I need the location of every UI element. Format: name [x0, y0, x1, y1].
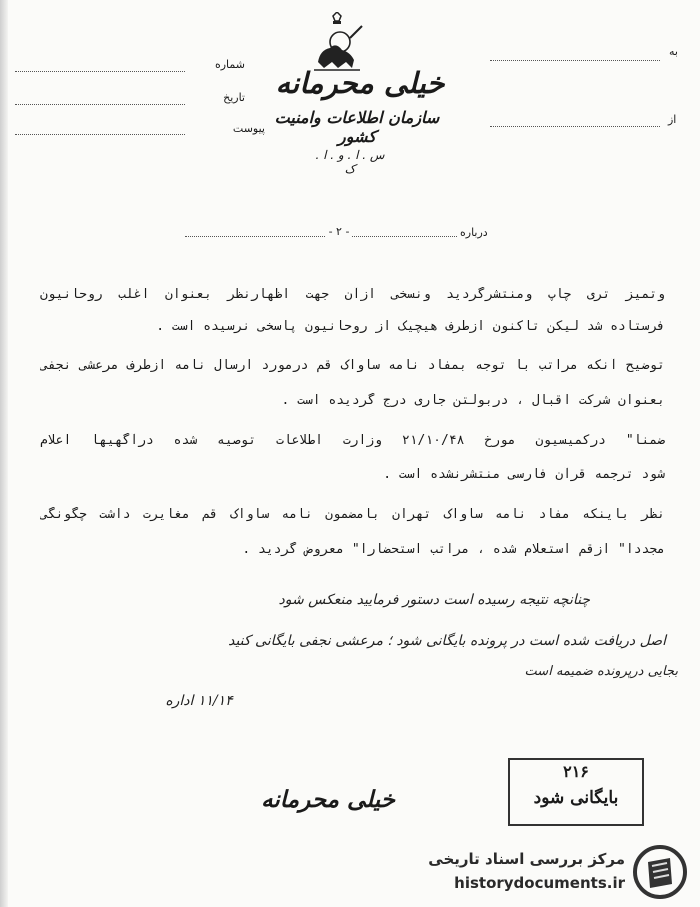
number-label: شماره	[214, 58, 245, 71]
from-label: از	[668, 113, 677, 126]
body-line-6: شود ترجمه قرآن فارسی منتشرنشده است .	[383, 467, 665, 482]
date-dotted-line	[15, 104, 185, 105]
attachment-dotted-line	[15, 134, 185, 135]
subject-dotted-line-left	[185, 236, 325, 237]
watermark	[420, 840, 695, 902]
handwritten-date: ۱۱/۱۴ اداره	[165, 693, 233, 709]
stamp-label: بایگانی شود	[533, 788, 619, 808]
to-label: به	[669, 45, 678, 58]
body-line-1: وتمیز تری چاپ ومنتشرگردید ونسخی ازآن جهت اظهارنظر بعنوان اغلب روحانیون	[40, 287, 665, 302]
classification-footer: خیلی محرمانه	[261, 786, 395, 813]
subject-label: درباره	[460, 226, 488, 239]
page-number: - ۲ -	[328, 225, 350, 238]
body-line-7: نظر باینکه مفاد نامه ساواک تهران بامضمون نامه ساواک قم مغایرت داشت چگونگی	[40, 507, 665, 522]
body-line-8: مجددا" ازقم استعلام شده ، مراتب استحضارا" معروض گردید .	[242, 542, 665, 557]
to-dotted-line	[490, 60, 660, 61]
date-label: تاریخ	[223, 91, 245, 104]
organization-name: سازمان اطلاعات وامنیت کشور	[274, 108, 440, 146]
lion-and-sun-emblem-icon	[306, 12, 368, 74]
reference-code: س . ا . و . ا . ک	[315, 148, 385, 176]
archive-stamp	[508, 758, 644, 826]
body-line-4: بعنوان شرکت اقبال ، دربولتن جاری درج گردیده است .	[281, 393, 665, 408]
attachment-label: پیوست	[232, 122, 265, 135]
scan-edge	[0, 0, 8, 907]
body-line-5: ضمنا" درکمیسیون مورخ ۲۱/۱۰/۴۸ وزارت اطلاعات توصیه شده درآگهیها اعلام	[40, 433, 665, 448]
handwritten-note: چنانچه نتیجه رسیده است دستور فرمایید منعکس شود	[278, 592, 590, 608]
number-dotted-line	[15, 71, 185, 72]
stamp-number: ۲۱۶	[563, 762, 589, 781]
watermark-title: مرکز بررسی اسناد تاریخی	[428, 850, 625, 868]
handwritten-note: بجایی درپرونده ضمیمه است	[524, 664, 678, 679]
body-line-2: فرستاده شد لیکن تاکنون ازطرف هیچیک از روحانیون پاسخی نرسیده است .	[156, 319, 665, 334]
body-line-3: توضیح آنکه مراتب با توجه بمفاد نامه ساواک قم درمورد ارسال نامه ازطرف مرعشی نجفی	[40, 358, 665, 373]
from-dotted-line	[490, 126, 660, 127]
archive-logo-icon	[632, 844, 688, 900]
subject-dotted-line	[352, 236, 457, 237]
classification-heading: خیلی محرمانه	[275, 66, 445, 100]
watermark-url: historydocuments.ir	[454, 874, 625, 892]
handwritten-note: اصل دریافت شده است در پرونده بایگانی شود ؛ مرعشی نجفی بایگانی کنید	[228, 633, 666, 649]
